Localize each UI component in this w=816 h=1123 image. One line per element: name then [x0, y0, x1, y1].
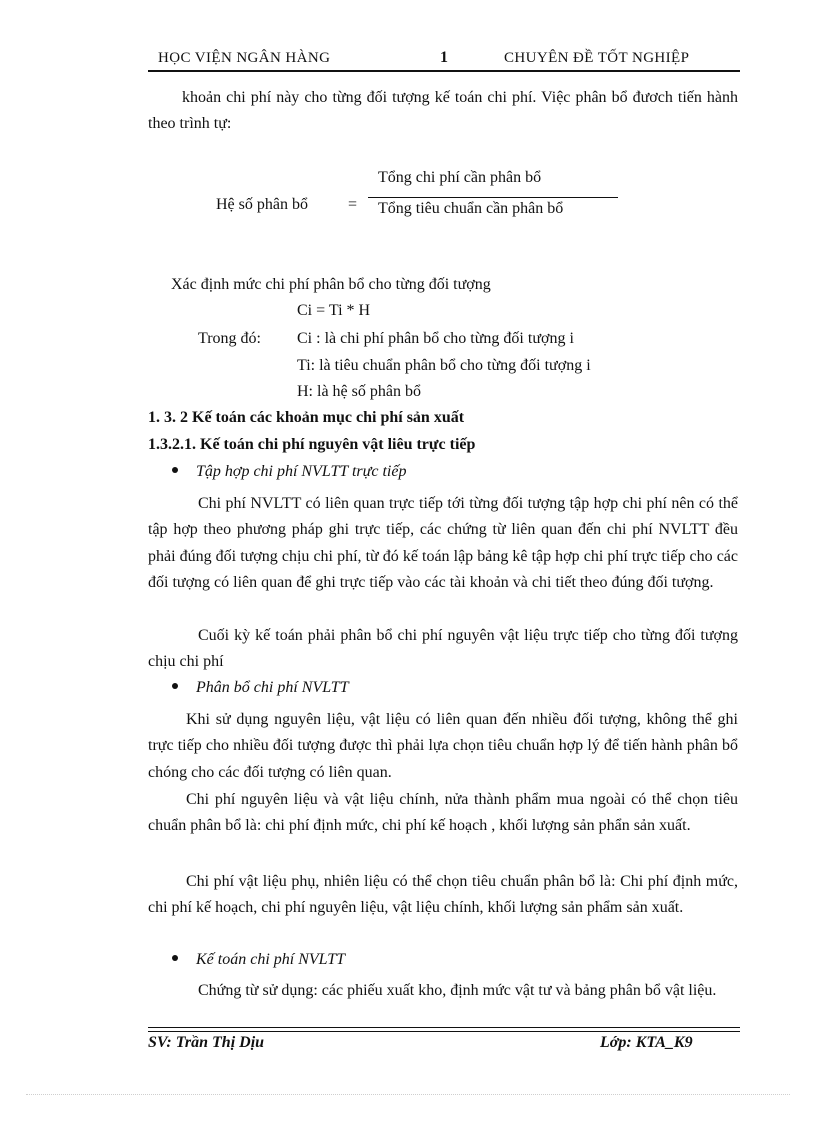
allocation-equation: Ci = Ti * H: [297, 302, 371, 319]
formula-equals: =: [348, 196, 358, 213]
intro-paragraph: khoản chi phí này cho từng đối tượng kế toán chi phí. Việc phân bổ đươch tiến hành theo trình tự:: [148, 89, 738, 133]
paragraph: Chi phí NVLTT có liên quan trực tiếp tới từng đối tượng tập hợp chi phí nên có thể tập hợp theo phương pháp ghi trực tiếp, các chứng từ liên quan đến chi phí NVLTT đều phải đúng đối tượng chịu chi phí, từ đó kế toán lập bảng kê tập hợp chi phí trực tiếp cho các đối tượng có liên quan để ghi trực tiếp vào các tài khoản và chi tiết theo đúng đối tượng.: [148, 495, 738, 592]
subsection-heading: 1.3.2.1. Kế toán chi phí nguyên vật liêu trực tiếp: [148, 436, 476, 453]
definition-h: H: là hệ số phân bổ: [297, 383, 421, 400]
paragraph: Chi phí vật liệu phụ, nhiên liệu có thể chọn tiêu chuẩn phân bổ là: Chi phí định mức, chi phí kế hoạch, chi phí nguyên liệu, vật liệu chính, khối lượng sản phẩm sản xuất.: [148, 873, 738, 917]
footer-class: Lớp: KTA_K9: [600, 1034, 693, 1051]
formula-numerator: Tổng chi phí cần phân bổ: [378, 169, 542, 186]
page-header: [148, 46, 740, 72]
bullet-item: [172, 463, 406, 481]
page-edge-dotted-line: [26, 1094, 790, 1095]
bullet-label: Phân bổ chi phí NVLTT: [196, 679, 349, 696]
bullet-label: Kế toán chi phí NVLTT: [196, 951, 346, 968]
header-school: HỌC VIỆN NGÂN HÀNG: [158, 50, 331, 66]
formula-label: Hệ số phân bổ: [216, 196, 308, 213]
paragraph: Chứng từ sử dụng: các phiếu xuất kho, định mức vật tư và bảng phân bổ vật liệu.: [198, 982, 717, 999]
bullet-dot-icon: [172, 955, 178, 961]
where-label: Trong đó:: [198, 330, 261, 347]
fraction-bar: [368, 197, 618, 198]
header-rule: [148, 70, 740, 72]
bullet-dot-icon: [172, 683, 178, 689]
header-page-number: 1: [440, 49, 449, 66]
footer-rule-top: [148, 1027, 740, 1028]
footer-rule-bottom: [148, 1031, 740, 1032]
definition-c: Ci : là chi phí phân bổ cho từng đối tượng i: [297, 330, 574, 347]
definition-t: Ti: là tiêu chuẩn phân bổ cho từng đối tượng i: [297, 357, 591, 374]
formula-denominator: Tổng tiêu chuẩn cần phân bổ: [378, 200, 564, 217]
bullet-dot-icon: [172, 467, 178, 473]
allocation-intro: Xác định mức chi phí phân bổ cho từng đối tượng: [171, 276, 491, 293]
footer-student: SV: Trần Thị Dịu: [148, 1034, 265, 1051]
bullet-label: Tập hợp chi phí NVLTT trực tiếp: [196, 463, 407, 480]
paragraph: Cuối kỳ kế toán phải phân bổ chi phí nguyên vật liệu trực tiếp cho từng đối tượng chịu chi phí: [148, 627, 738, 671]
paragraph: Khi sử dụng nguyên liệu, vật liệu có liên quan đến nhiều đối tượng, không thể ghi trực tiếp cho nhiều đối tượng được thì phải lựa chọn tiêu chuẩn hợp lý để tiến hành phân bổ chóng cho các đối tượng có liên quan.: [148, 711, 738, 781]
section-heading: 1. 3. 2 Kế toán các khoản mục chi phí sản xuất: [148, 409, 465, 426]
header-topic: CHUYÊN ĐỀ TỐT NGHIỆP: [504, 50, 690, 66]
paragraph: Chi phí nguyên liệu và vật liệu chính, nửa thành phẩm mua ngoài có thể chọn tiêu chuẩn phân bổ là: chi phí định mức, chi phí kế hoạch , khối lượng sản phẩn sản xuất.: [148, 791, 738, 835]
bullet-item: [172, 679, 349, 697]
bullet-item: [172, 951, 345, 969]
